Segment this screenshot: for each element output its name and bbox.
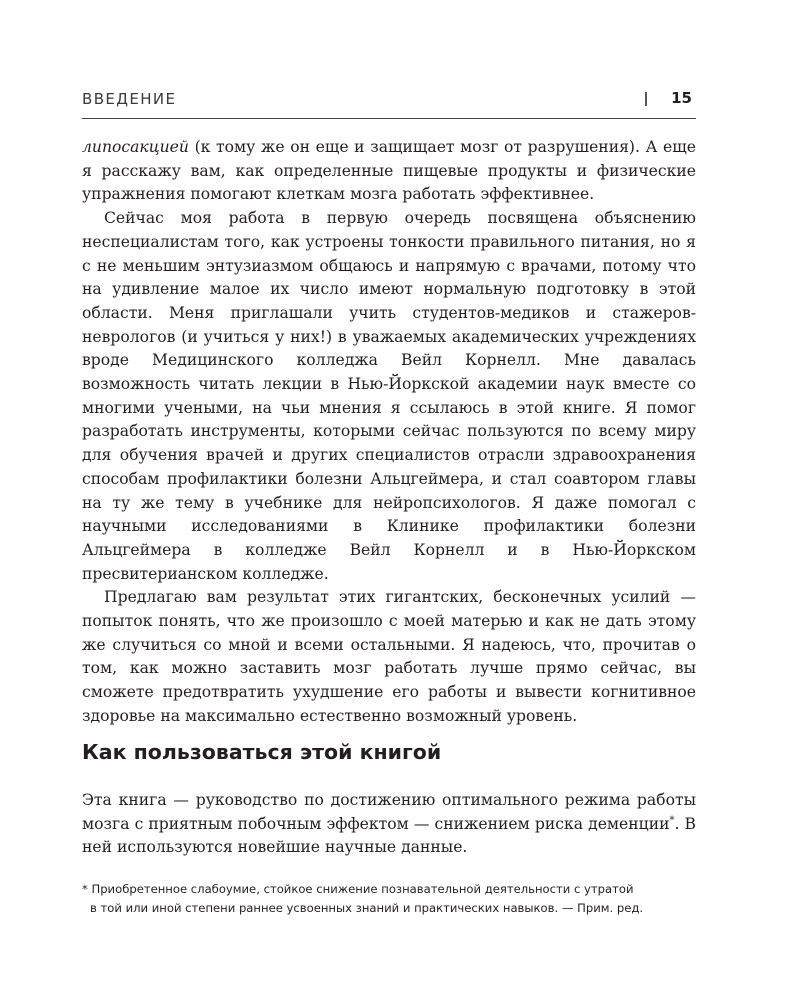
- footnote-line-1: * Приобретенное слабоумие, стойкое снижение познавательной деятельности с утратой: [82, 882, 634, 896]
- page-number: 15: [671, 89, 692, 107]
- section-label: ВВЕДЕНИЕ: [82, 90, 177, 108]
- footnote: [82, 880, 696, 918]
- header-rule: [82, 118, 696, 119]
- section-paragraph: [82, 789, 696, 860]
- footnote-marker: *: [669, 814, 675, 826]
- paragraph-1-text: (к тому же он еще и защищает мозг от разрушения). А еще я расскажу вам, как определенные пищевые продукты и физические упражнения помогают клеткам мозга работать эффективнее.: [82, 138, 696, 204]
- section-heading: Как пользоваться этой книгой: [82, 740, 442, 764]
- paragraph-3: Предлагаю вам результат этих гигантских, бесконечных усилий — попыток понять, что же произошло с моей матерью и как не дать этому же случиться со мной и всеми остальными. Я надеюсь, что, прочитав о том, как можно заставить мозг работать лучше прямо сейчас, вы сможете предотвратить ухудшение его работы и вывести когнитивное здоровье на максимально естественно возможный уровень.: [82, 588, 696, 725]
- section-paragraph-end: . В ней используются новейшие научные данные.: [82, 814, 696, 857]
- footnote-line-2: в той или иной степени раннее усвоенных знаний и практических навыков. — Прим. ред.: [90, 901, 644, 915]
- italic-term: липосакцией: [82, 138, 189, 156]
- paragraph-1: [82, 136, 696, 207]
- body-text: [82, 136, 696, 729]
- header-divider: [645, 92, 647, 106]
- section-paragraph-start: Эта книга — руководство по достижению оптимального режима работы мозга с приятным побочным эффектом — снижением риска деменции: [82, 791, 696, 833]
- paragraph-2: Сейчас моя работа в первую очередь посвящена объяснению неспециалистам того, как устроены тонкости правильного питания, но я с не меньшим энтузиазмом общаюсь и напрямую с врачами, потому что на удивление малое их число имеют нормальную подготовку в этой области. Меня приглашали учить студентов-медиков и стажеров-неврологов (и учиться у них!) в уважаемых академических учреждениях вроде Медицинского колледжа Вейл Корнелл. Мне давалась возможность читать лекции в Нью-Йоркской академии наук вместе со многими учеными, на чьи мнения я ссылаюсь в этой книге. Я помог разработать инструменты, которыми сейчас пользуются по всему миру для обучения врачей и других специалистов отрасли здравоохранения способам профилактики болезни Альцгеймера, и стал соавтором главы на ту же тему в учебнике для нейропсихологов. Я даже помогал с научными исследованиями в Клинике профилактики болезни Альцгеймера в колледже Вейл Корнелл и в Нью-Йоркском пресвитерианском колледже.: [82, 209, 696, 583]
- running-header: [82, 88, 696, 114]
